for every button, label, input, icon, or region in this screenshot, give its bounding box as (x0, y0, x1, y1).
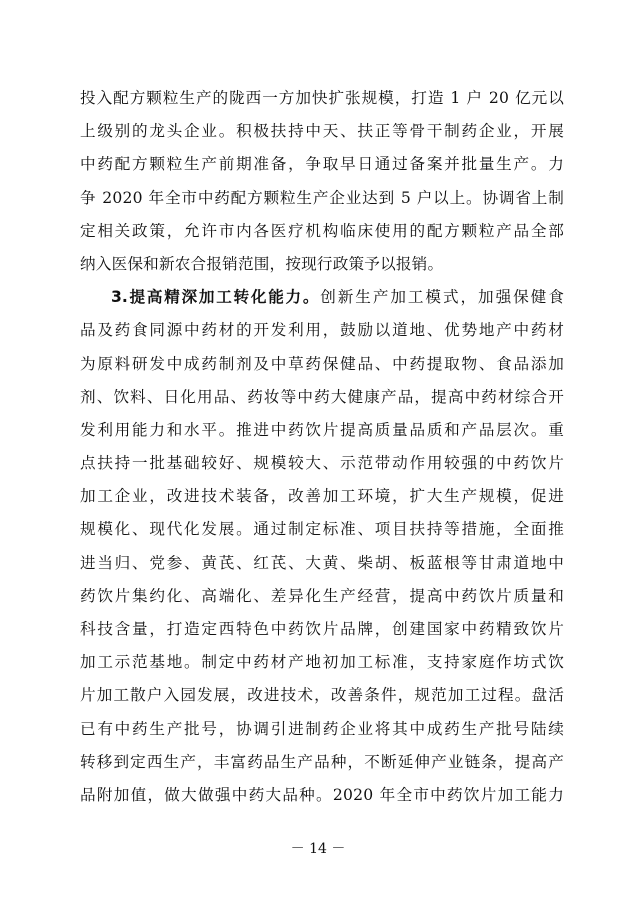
text-line: 纳入医保和新农合报销范围，按现行政策予以报销。 (80, 254, 444, 273)
text-line: 品及药食同源中药材的开发利用，鼓励以道地、优势地产中药材 (80, 321, 564, 340)
text-line: 片加工散户入园发展，改进技术，改善条件，规范加工过程。盘活 (80, 686, 564, 705)
page-number: － 14 － (290, 841, 346, 857)
text-line: 中药配方颗粒生产前期准备，争取早日通过备案并批量生产。力 (80, 155, 564, 174)
text-line: 进当归、党参、黄芪、红芪、大黄、柴胡、板蓝根等甘肃道地中 (80, 553, 564, 572)
text-line: 已有中药生产批号，协调引进制药企业将其中成药生产批号陆续 (80, 719, 564, 738)
section-first-line-text: 创新生产加工模式，加强保健食 (320, 288, 564, 307)
section-first-line (80, 281, 564, 314)
text-line: 转移到定西生产，丰富药品生产品种，不断延伸产业链条，提高产 (80, 752, 564, 771)
text-line: 点扶持一批基础较好、规模较大、示范带动作用较强的中药饮片 (80, 454, 564, 473)
text-line: 争 2020 年全市中药配方颗粒生产企业达到 5 户以上。协调省上制 (80, 188, 564, 207)
body-text (80, 82, 564, 812)
text-line: 品附加值，做大做强中药大品种。2020 年全市中药饮片加工能力 (80, 785, 564, 804)
text-line: 加工示范基地。制定中药材产地初加工标准，支持家庭作坊式饮 (80, 653, 564, 672)
text-line: 为原料研发中成药制剂及中草药保健品、中药提取物、食品添加 (80, 354, 564, 373)
text-line: 上级别的龙头企业。积极扶持中天、扶正等骨干制药企业，开展 (80, 122, 564, 141)
text-line: 剂、饮料、日化用品、药妆等中药大健康产品，提高中药材综合开 (80, 387, 564, 406)
section-heading: 3.提高精深加工转化能力。 (111, 288, 321, 307)
text-line: 加工企业，改进技术装备，改善加工环境，扩大生产规模，促进 (80, 487, 564, 506)
text-line: 投入配方颗粒生产的陇西一方加快扩张规模，打造 1 户 20 亿元以 (80, 89, 564, 107)
text-line: 科技含量，打造定西特色中药饮片品牌，创建国家中药精致饮片 (80, 620, 564, 638)
text-line: 发利用能力和水平。推进中药饮片提高质量品质和产品层次。重 (80, 420, 564, 439)
text-line: 药饮片集约化、高端化、差异化生产经营，提高中药饮片质量和 (80, 586, 564, 605)
text-line: 定相关政策，允许市内各医疗机构临床使用的配方颗粒产品全部 (80, 221, 564, 240)
text-line: 规模化、现代化发展。通过制定标准、项目扶持等措施，全面推 (80, 520, 564, 539)
